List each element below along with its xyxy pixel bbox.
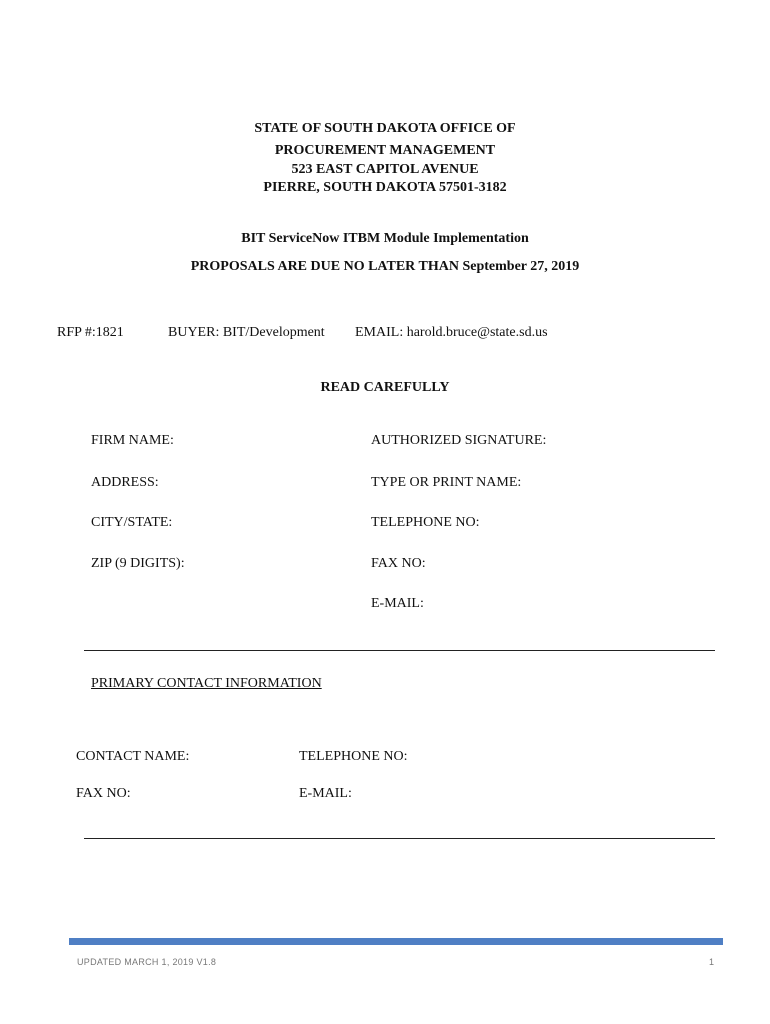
contact-fax-label: FAX NO: (76, 786, 131, 801)
agency-name-line-1: STATE OF SOUTH DAKOTA OFFICE OF (254, 121, 516, 136)
firm-name-label: FIRM NAME: (91, 433, 174, 448)
contact-telephone-label: TELEPHONE NO: (299, 749, 408, 764)
email-label: E-MAIL: (371, 596, 424, 611)
contact-email-label: E-MAIL: (299, 786, 352, 801)
section-divider-top (84, 650, 715, 651)
contact-name-label: CONTACT NAME: (76, 749, 190, 764)
primary-contact-heading: PRIMARY CONTACT INFORMATION (91, 676, 322, 691)
section-divider-bottom (84, 838, 715, 839)
print-name-label: TYPE OR PRINT NAME: (371, 475, 522, 490)
read-carefully-heading: READ CAREFULLY (320, 380, 450, 395)
proposal-due-line: PROPOSALS ARE DUE NO LATER THAN September 27, 2019 (190, 259, 580, 274)
project-title: BIT ServiceNow ITBM Module Implementation (241, 231, 529, 246)
buyer-email: EMAIL: harold.bruce@state.sd.us (355, 325, 548, 340)
footer-updated: UPDATED MARCH 1, 2019 V1.8 (77, 957, 217, 967)
footer-bar (69, 938, 723, 945)
address-label: ADDRESS: (91, 475, 159, 490)
telephone-label: TELEPHONE NO: (371, 515, 480, 530)
page-number: 1 (709, 957, 715, 967)
fax-label: FAX NO: (371, 556, 426, 571)
agency-address-line: 523 EAST CAPITOL AVENUE (291, 162, 479, 177)
buyer-label: BUYER: BIT/Development (168, 325, 325, 340)
rfp-number: RFP #:1821 (57, 325, 124, 340)
authorized-signature-label: AUTHORIZED SIGNATURE: (371, 433, 547, 448)
agency-name-line-2: PROCUREMENT MANAGEMENT (274, 143, 496, 158)
city-state-label: CITY/STATE: (91, 515, 173, 530)
agency-city-line: PIERRE, SOUTH DAKOTA 57501-3182 (263, 180, 507, 195)
zip-label: ZIP (9 DIGITS): (91, 556, 185, 571)
